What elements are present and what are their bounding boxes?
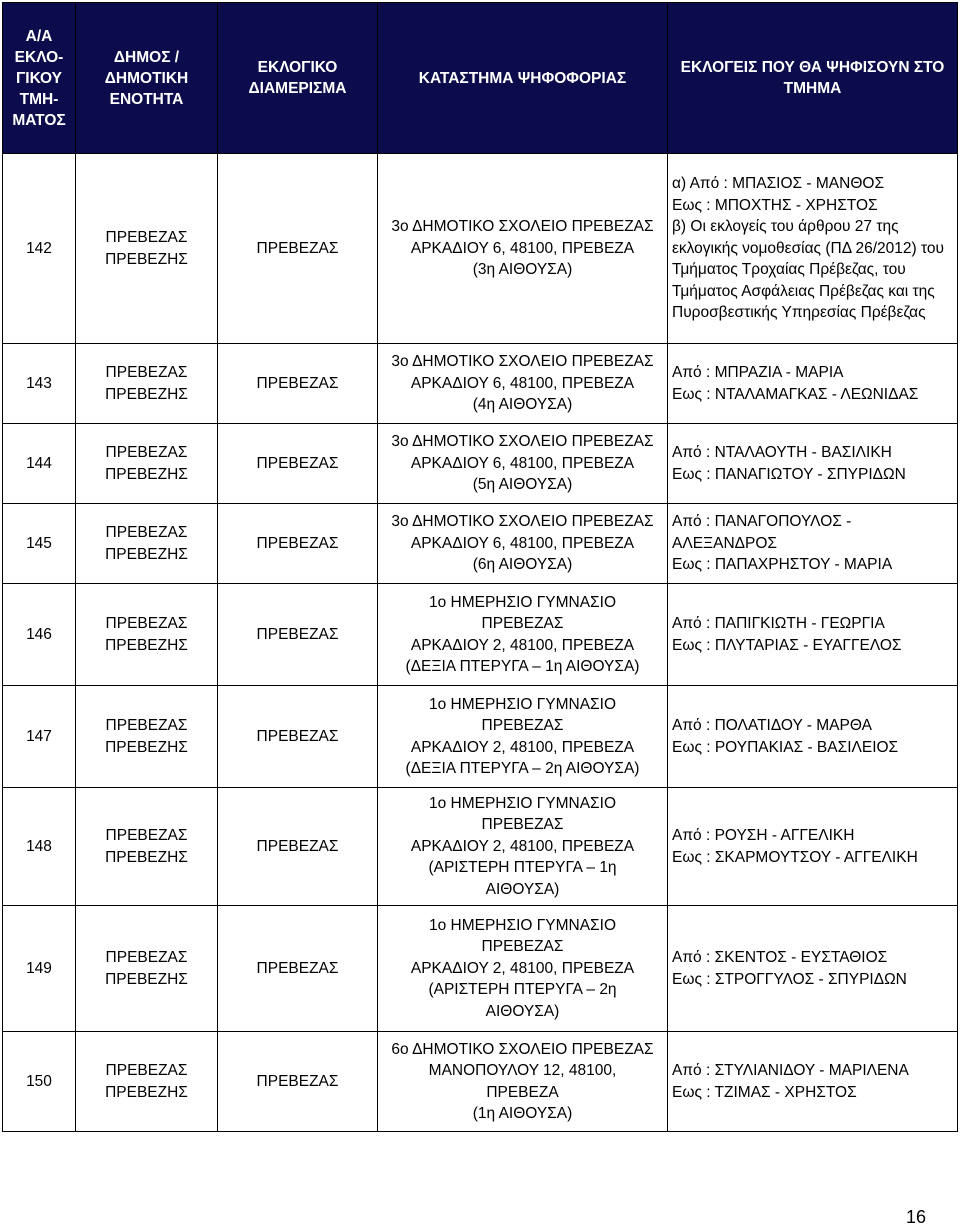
polling-station-cell	[378, 154, 668, 344]
polling-station-line: ΑΡΚΑΔΙΟΥ 6, 48100, ΠΡΕΒΕΖΑ	[410, 534, 635, 552]
table-row	[3, 504, 958, 584]
table-row	[3, 906, 958, 1032]
municipality-cell	[76, 584, 218, 686]
voters-line: Από : ΝΤΑΛΑΟΥΤΗ - ΒΑΣΙΛΙΚΗ	[672, 444, 892, 461]
voters-line: Από : ΣΚΕΝΤΟΣ - ΕΥΣΤΑΘΙΟΣ	[672, 949, 888, 966]
polling-station-line: (5η ΑΙΘΟΥΣΑ)	[472, 476, 573, 494]
polling-station-line: (ΔΕΞΙΑ ΠΤΕΡΥΓΑ – 1η ΑΙΘΟΥΣΑ)	[405, 658, 640, 675]
municipality-name: ΠΡΕΒΕΖΑΣ	[105, 524, 188, 541]
electoral-district-cell: ΠΡΕΒΕΖΑΣ	[218, 154, 378, 344]
polling-station-line: ΑΡΚΑΔΙΟΥ 6, 48100, ΠΡΕΒΕΖΑ	[410, 454, 635, 472]
voters-line: Εως : ΣΤΡΟΓΓΥΛΟΣ - ΣΠΥΡΙΔΩΝ	[672, 970, 907, 988]
voters-line: β) Οι εκλογείς του άρθρου 27 της εκλογικής νομοθεσίας (ΠΔ 26/2012) του Τμήματος Τροχαίας Πρέβεζας, του Τμήματος Ασφάλειας Πρέβεζας και της Πυροσβεστικής Υπηρεσίας Πρέβεζας	[672, 218, 944, 322]
section-number-cell: 146	[3, 584, 76, 686]
polling-station-line: (ΑΡΙΣΤΕΡΗ ΠΤΕΡΥΓΑ – 2η	[428, 981, 617, 999]
municipality-cell	[76, 154, 218, 344]
polling-station-line: ΑΡΚΑΔΙΟΥ 6, 48100, ΠΡΕΒΕΖΑ	[410, 374, 635, 392]
municipality-cell	[76, 686, 218, 788]
polling-station-line: ΜΑΝΟΠΟΥΛΟΥ 12, 48100,	[428, 1062, 617, 1079]
voters-line: Εως : ΠΛΥΤΑΡΙΑΣ - ΕΥΑΓΓΕΛΟΣ	[672, 636, 902, 654]
header-voters: ΕΚΛΟΓΕΙΣ ΠΟΥ ΘΑ ΨΗΦΙΣΟΥΝ ΣΤΟ ΤΜΗΜΑ	[668, 3, 958, 154]
polling-station-cell	[378, 906, 668, 1032]
municipality-cell	[76, 1032, 218, 1132]
voters-line: Από : ΣΤΥΛΙΑΝΙΔΟΥ - ΜΑΡΙΛΕΝΑ	[672, 1062, 909, 1079]
section-number-cell: 148	[3, 788, 76, 906]
municipal-unit-name: ΠΡΕΒΕΖΗΣ	[105, 385, 188, 403]
polling-station-line: ΠΡΕΒΕΖΑ	[486, 1083, 559, 1101]
polling-station-line: (3η ΑΙΘΟΥΣΑ)	[472, 261, 573, 279]
polling-station-line: 3ο ΔΗΜΟΤΙΚΟ ΣΧΟΛΕΙΟ ΠΡΕΒΕΖΑΣ	[391, 513, 654, 531]
polling-station-cell	[378, 424, 668, 504]
voters-cell	[668, 788, 958, 906]
municipality-cell	[76, 424, 218, 504]
polling-station-line: (ΑΡΙΣΤΕΡΗ ΠΤΕΡΥΓΑ – 1η	[428, 859, 617, 877]
polling-station-line: ΠΡΕΒΕΖΑΣ	[481, 615, 564, 632]
municipality-name: ΠΡΕΒΕΖΑΣ	[105, 444, 188, 461]
polling-station-line: 1ο ΗΜΕΡΗΣΙΟ ΓΥΜΝΑΣΙΟ	[428, 593, 617, 611]
voters-line: Εως : ΠΑΝΑΓΙΩΤΟΥ - ΣΠΥΡΙΔΩΝ	[672, 465, 906, 483]
electoral-district-cell: ΠΡΕΒΕΖΑΣ	[218, 504, 378, 584]
municipality-cell	[76, 344, 218, 424]
polling-station-cell	[378, 1032, 668, 1132]
table-body	[3, 154, 958, 1132]
section-number-cell: 142	[3, 154, 76, 344]
polling-station-line: ΑΡΚΑΔΙΟΥ 2, 48100, ΠΡΕΒΕΖΑ	[410, 636, 635, 654]
municipal-unit-name: ΠΡΕΒΕΖΗΣ	[105, 250, 188, 268]
section-number-cell: 150	[3, 1032, 76, 1132]
polling-station-line: ΑΡΚΑΔΙΟΥ 2, 48100, ΠΡΕΒΕΖΑ	[410, 837, 635, 855]
voters-line: Από : ΠΑΠΙΓΚΙΩΤΗ - ΓΕΩΡΓΙΑ	[672, 615, 885, 632]
table-row	[3, 788, 958, 906]
voters-cell	[668, 424, 958, 504]
voters-line: Εως : ΣΚΑΡΜΟΥΤΣΟΥ - ΑΓΓΕΛΙΚΗ	[672, 848, 918, 866]
electoral-district-cell: ΠΡΕΒΕΖΑΣ	[218, 1032, 378, 1132]
polling-station-line: ΑΡΚΑΔΙΟΥ 2, 48100, ΠΡΕΒΕΖΑ	[410, 738, 635, 756]
electoral-district-cell: ΠΡΕΒΕΖΑΣ	[218, 906, 378, 1032]
polling-station-cell	[378, 344, 668, 424]
municipality-name: ΠΡΕΒΕΖΑΣ	[105, 229, 188, 246]
polling-station-line: ΠΡΕΒΕΖΑΣ	[481, 938, 564, 956]
page-number: 16	[905, 1207, 926, 1227]
table-row	[3, 584, 958, 686]
voters-line: Εως : ΝΤΑΛΑΜΑΓΚΑΣ - ΛΕΩΝΙΔΑΣ	[672, 385, 919, 403]
polling-station-line: 1ο ΗΜΕΡΗΣΙΟ ΓΥΜΝΑΣΙΟ	[428, 794, 617, 812]
polling-stations-table	[2, 2, 958, 1132]
polling-station-cell	[378, 788, 668, 906]
polling-station-cell	[378, 584, 668, 686]
municipal-unit-name: ΠΡΕΒΕΖΗΣ	[105, 738, 188, 756]
polling-station-line: 3ο ΔΗΜΟΤΙΚΟ ΣΧΟΛΕΙΟ ΠΡΕΒΕΖΑΣ	[391, 218, 654, 236]
table-row	[3, 686, 958, 788]
header-electoral-district: ΕΚΛΟΓΙΚΟ ΔΙΑΜΕΡΙΣΜΑ	[218, 3, 378, 154]
polling-station-line: ΑΙΘΟΥΣΑ)	[485, 880, 560, 898]
voters-line: Από : ΡΟΥΣΗ - ΑΓΓΕΛΙΚΗ	[672, 827, 855, 844]
municipality-cell	[76, 906, 218, 1032]
polling-station-line: 3ο ΔΗΜΟΤΙΚΟ ΣΧΟΛΕΙΟ ΠΡΕΒΕΖΑΣ	[391, 433, 654, 451]
table-row	[3, 1032, 958, 1132]
polling-station-line: ΠΡΕΒΕΖΑΣ	[481, 816, 564, 834]
section-number-cell: 149	[3, 906, 76, 1032]
municipality-name: ΠΡΕΒΕΖΑΣ	[105, 717, 188, 734]
polling-station-line: ΠΡΕΒΕΖΑΣ	[481, 717, 564, 734]
voters-cell	[668, 906, 958, 1032]
polling-station-line: (4η ΑΙΘΟΥΣΑ)	[472, 396, 573, 414]
table-row	[3, 154, 958, 344]
municipal-unit-name: ΠΡΕΒΕΖΗΣ	[105, 465, 188, 483]
voters-line: Εως : ΜΠΟΧΤΗΣ - ΧΡΗΣΤΟΣ	[672, 196, 878, 214]
electoral-district-cell: ΠΡΕΒΕΖΑΣ	[218, 788, 378, 906]
polling-station-line: (6η ΑΙΘΟΥΣΑ)	[472, 556, 573, 574]
polling-station-line: ΑΡΚΑΔΙΟΥ 2, 48100, ΠΡΕΒΕΖΑ	[410, 959, 635, 977]
polling-station-line: 6ο ΔΗΜΟΤΙΚΟ ΣΧΟΛΕΙΟ ΠΡΕΒΕΖΑΣ	[391, 1040, 654, 1058]
polling-station-line: ΑΙΘΟΥΣΑ)	[485, 1002, 560, 1020]
municipality-cell	[76, 788, 218, 906]
municipality-cell	[76, 504, 218, 584]
header-polling-station: ΚΑΤΑΣΤΗΜΑ ΨΗΦΟΦΟΡΙΑΣ	[378, 3, 668, 154]
voters-cell	[668, 584, 958, 686]
polling-station-line: 3ο ΔΗΜΟΤΙΚΟ ΣΧΟΛΕΙΟ ΠΡΕΒΕΖΑΣ	[391, 353, 654, 371]
table-row	[3, 424, 958, 504]
voters-line: ΑΛΕΞΑΝΔΡΟΣ	[672, 534, 777, 552]
municipal-unit-name: ΠΡΕΒΕΖΗΣ	[105, 848, 188, 866]
voters-line: Από : ΜΠΡΑΖΙΑ - ΜΑΡΙΑ	[672, 364, 844, 381]
voters-line: Εως : ΠΑΠΑΧΡΗΣΤΟΥ - ΜΑΡΙΑ	[672, 556, 893, 574]
polling-station-line: ΑΡΚΑΔΙΟΥ 6, 48100, ΠΡΕΒΕΖΑ	[410, 239, 635, 257]
municipality-name: ΠΡΕΒΕΖΑΣ	[105, 949, 188, 966]
electoral-district-cell: ΠΡΕΒΕΖΑΣ	[218, 686, 378, 788]
section-number-cell: 145	[3, 504, 76, 584]
electoral-district-cell: ΠΡΕΒΕΖΑΣ	[218, 584, 378, 686]
voters-cell	[668, 504, 958, 584]
polling-station-cell	[378, 686, 668, 788]
voters-line: α) Από : ΜΠΑΣΙΟΣ - ΜΑΝΘΟΣ	[672, 175, 885, 193]
electoral-district-cell: ΠΡΕΒΕΖΑΣ	[218, 344, 378, 424]
voters-line: Από : ΠΟΛΑΤΙΔΟΥ - ΜΑΡΘΑ	[672, 717, 872, 734]
voters-cell	[668, 344, 958, 424]
polling-station-line: (1η ΑΙΘΟΥΣΑ)	[472, 1105, 573, 1122]
municipal-unit-name: ΠΡΕΒΕΖΗΣ	[105, 1083, 188, 1101]
table-row	[3, 344, 958, 424]
municipality-name: ΠΡΕΒΕΖΑΣ	[105, 615, 188, 632]
voters-line: Εως : ΤΖΙΜΑΣ - ΧΡΗΣΤΟΣ	[672, 1083, 857, 1101]
municipal-unit-name: ΠΡΕΒΕΖΗΣ	[105, 970, 188, 988]
municipal-unit-name: ΠΡΕΒΕΖΗΣ	[105, 545, 188, 563]
polling-station-line: 1ο ΗΜΕΡΗΣΙΟ ΓΥΜΝΑΣΙΟ	[428, 916, 617, 934]
municipality-name: ΠΡΕΒΕΖΑΣ	[105, 827, 188, 844]
municipality-name: ΠΡΕΒΕΖΑΣ	[105, 364, 188, 381]
header-row	[3, 3, 958, 154]
electoral-district-cell: ΠΡΕΒΕΖΑΣ	[218, 424, 378, 504]
polling-station-cell	[378, 504, 668, 584]
header-section-number: Α/Α ΕΚΛΟ-ΓΙΚΟΥ ΤΜΗ-ΜΑΤΟΣ	[3, 3, 76, 154]
municipal-unit-name: ΠΡΕΒΕΖΗΣ	[105, 636, 188, 654]
section-number-cell: 147	[3, 686, 76, 788]
municipality-name: ΠΡΕΒΕΖΑΣ	[105, 1062, 188, 1079]
voters-cell	[668, 686, 958, 788]
section-number-cell: 143	[3, 344, 76, 424]
voters-cell	[668, 1032, 958, 1132]
polling-station-line: (ΔΕΞΙΑ ΠΤΕΡΥΓΑ – 2η ΑΙΘΟΥΣΑ)	[405, 760, 640, 777]
voters-line: Εως : ΡΟΥΠΑΚΙΑΣ - ΒΑΣΙΛΕΙΟΣ	[672, 738, 899, 756]
voters-line: Από : ΠΑΝΑΓΟΠΟΥΛΟΣ -	[672, 513, 852, 531]
polling-station-line: 1ο ΗΜΕΡΗΣΙΟ ΓΥΜΝΑΣΙΟ	[428, 695, 617, 713]
voters-cell	[668, 154, 958, 344]
section-number-cell: 144	[3, 424, 76, 504]
header-municipality: ΔΗΜΟΣ / ΔΗΜΟΤΙΚΗ ΕΝΟΤΗΤΑ	[76, 3, 218, 154]
